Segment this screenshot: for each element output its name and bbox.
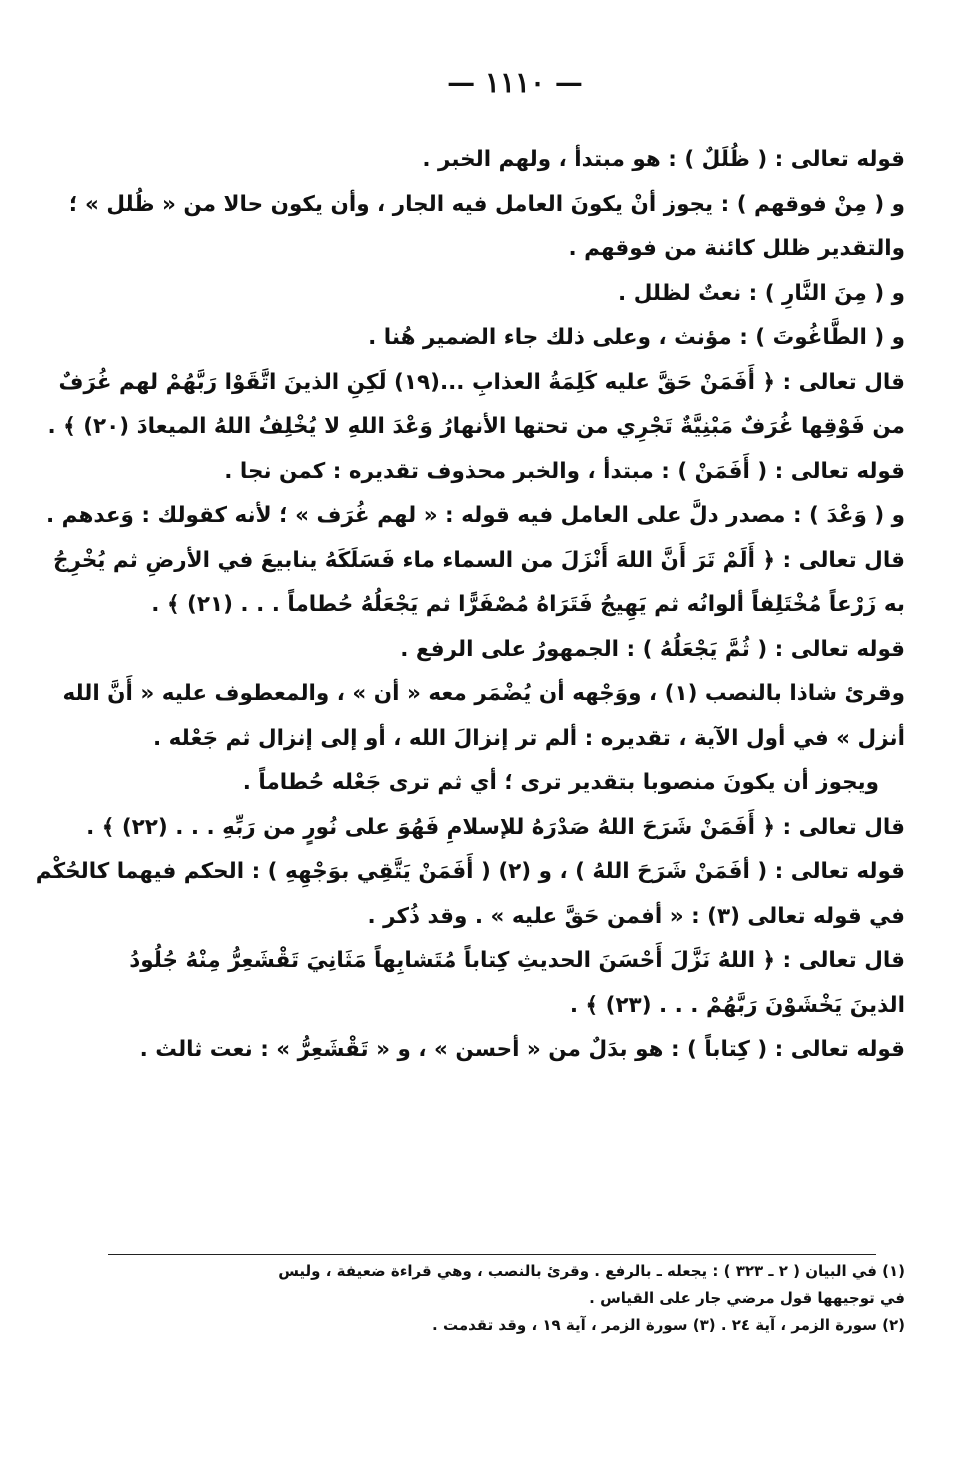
text-line: أنزل » في أول الآية ، تقديره : ألم تر إنزالَ الله ، أو إلى إنزال ثم جَعْله .	[152, 725, 905, 751]
verse-line: قال تعالى : ﴿ أَفَمَنْ شَرَحَ اللهُ صَدْرَهُ للإسلامِ فَهُوَ على نُورٍ من رَبِّهِ . . . (٢٢) ﴾ .	[86, 814, 905, 840]
footnote-line: (١) في البيان ( ٢ ـ ٣٢٣ ) : يجعله ـ بالرفع . وقرئ بالنصب ، وهي قراءة ضعيفة ، وليس	[278, 1262, 905, 1280]
footnote-line: (٢) سورة الزمر ، آية ٢٤ . (٣) سورة الزمر ، آية ١٩ ، وقد تقدمت .	[432, 1316, 905, 1334]
text-line: قوله تعالى : ( كِتاباً ) : هو بدَلٌ من « أحسن » ، و « تَقْشَعِرُّ » : نعت ثالث .	[139, 1037, 905, 1062]
text-line: والتقدير ظلل كائنة من فوقهم .	[568, 236, 905, 261]
text-line: و ( مِنَ النَّارِ ) : نعتٌ لظلل .	[618, 280, 905, 306]
text-line: في قوله تعالى (٣) : « أفمن حَقَّ عليه » . وقد ذُكر .	[367, 903, 905, 929]
verse-line: من فَوْقِها غُرَفٌ مَبْنِيَّةٌ تَجْرِي من تحتها الأنهارُ وَعْدَ اللهِ لا يُخْلِفُ اللهُ الميعادَ (٢٠) ﴾ .	[47, 414, 905, 439]
text-line: و ( وَعْدَ ) : مصدر دلَّ على العامل فيه قوله : « لهم غُرَف » ؛ لأنه كقولك : وَعدهم .	[46, 503, 905, 528]
verse-line: قال تعالى : ﴿ اللهُ نَزَّلَ أَحْسَنَ الحديثِ كِتاباً مُتَشابِهاً مَثَانِيَ تَقْشَعِرُّ مِنْهُ جُلُودُ	[129, 948, 905, 973]
text-line: ويجوز أن يكونَ منصوبا بتقدير ترى ؛ أي ثم ترى جَعْله حُطاماً .	[242, 770, 879, 795]
footnote-line: في توجيهها قول مرضي جار على القياس .	[589, 1289, 905, 1307]
text-line: قوله تعالى : ( أَفَمَنْ ) : مبتدأ ، والخبر محذوف تقديره : كمن نجا .	[224, 458, 905, 484]
text-line: قوله تعالى : ( أفَمَنْ شَرَحَ اللهُ ) ، و (٢) ( أَفَمَنْ يَتَّقِي بوَجْهِهِ ) : الحكم فيهما كالحُكْم	[35, 859, 905, 884]
text-line: وقرئ شاذا بالنصب (١) ، ووَجْهه أن يُضْمَر معه « أن » ، والمعطوف عليه « أَنَّ الله	[62, 681, 905, 706]
text-line: قوله تعالى : ( ثُمَّ يَجْعَلُهُ ) : الجمهورُ على الرفع .	[400, 636, 905, 662]
verse-line: الذينَ يَخْشَوْنَ رَبَّهُمْ . . . (٢٣) ﴾ .	[569, 992, 905, 1018]
text-line: و ( مِنْ فوقهم ) : يجوز أنْ يكونَ العامل فيه الجار ، وأن يكون حالا من « ظُلل » ؛	[68, 191, 905, 217]
footnote-divider	[108, 1254, 876, 1255]
page-number: — ١١١٠ —	[447, 66, 583, 99]
verse-line: قال تعالى : ﴿ أَفَمَنْ حَقَّ عليه كَلِمَةُ العذابِ ...(١٩) لَكِنِ الذينَ اتَّقَوْا رَبَّهُمْ لهم غُرَفٌ	[58, 369, 905, 395]
verse-line: به زَرْعاً مُخْتَلِفاً ألوانُه ثم يَهِيجُ فَتَرَاهُ مُصْفَرًّا ثم يَجْعَلُهُ حُطاماً . . . (٢١) ﴾ .	[151, 592, 905, 617]
footnotes	[65, 1258, 905, 1339]
text-line: قوله تعالى : ( ظُلَلٌ ) : هو مبتدأ ، ولهم الخبر .	[422, 147, 905, 172]
verse-line: قال تعالى : ﴿ أَلَمْ تَرَ أَنَّ اللهَ أَنْزَلَ من السماء ماء فَسَلَكَهُ ينابيعَ في الأرضِ ثم يُخْرِجُ	[52, 547, 905, 573]
text-line: و ( الطَّاغُوتَ ) : مؤنث ، وعلى ذلك جاء الضمير هُنا .	[368, 325, 905, 350]
main-text	[35, 138, 905, 1073]
